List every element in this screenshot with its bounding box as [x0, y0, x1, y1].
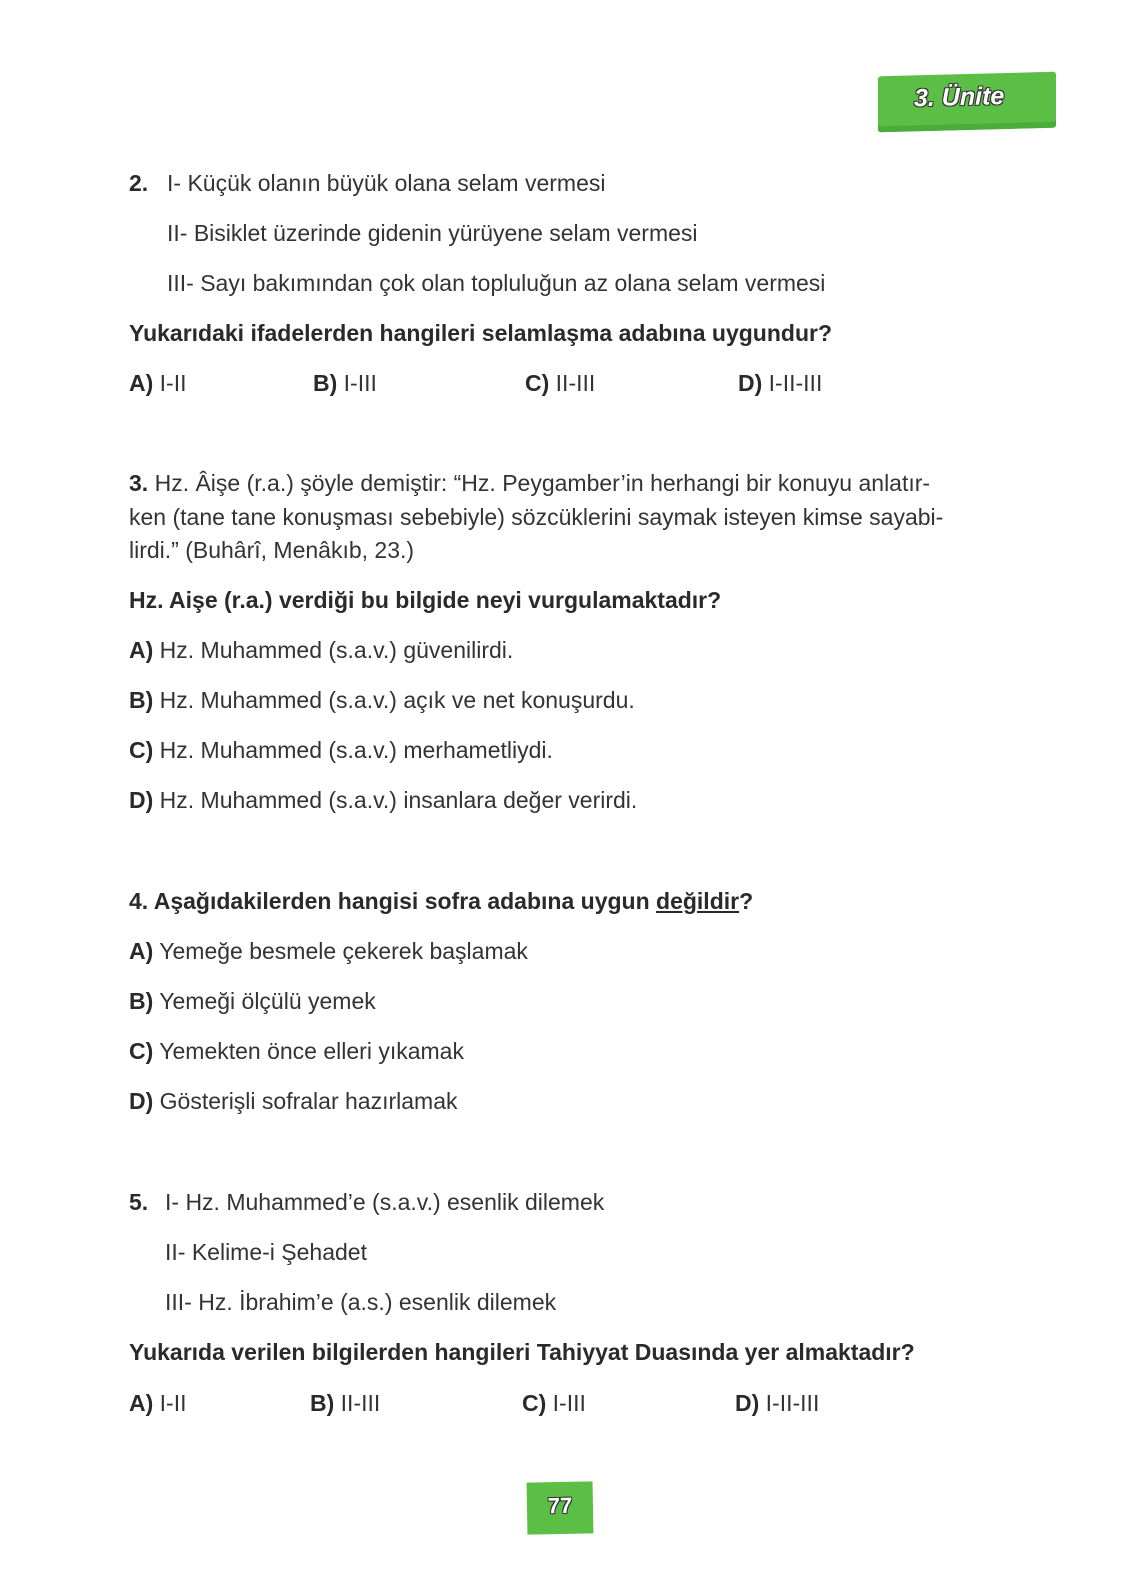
q4-number: 4. [129, 888, 149, 914]
q4-option-d[interactable] [129, 1087, 457, 1115]
option-text: I-II [159, 370, 187, 396]
q2-item-2: II- Bisiklet üzerinde gidenin yürüyene selam vermesi [167, 220, 698, 246]
q4-question [129, 887, 753, 915]
q3-text: Hz. Âişe (r.a.) şöyle demiştir: “Hz. Peygamber’in herhangi bir konuyu anlatır- [154, 470, 931, 496]
option-text: Yemeğe besmele çekerek başlamak [159, 938, 528, 964]
q4-option-b[interactable] [129, 987, 376, 1015]
q3-option-c[interactable] [129, 736, 553, 764]
q4-question-mark: ? [739, 888, 754, 914]
q5-number: 5. [129, 1189, 149, 1215]
q5-item-1: I- Hz. Muhammed’e (s.a.v.) esenlik dilemek [165, 1189, 605, 1215]
option-text: Gösterişli sofralar hazırlamak [159, 1088, 458, 1114]
q3-line-1 [129, 469, 930, 497]
option-letter: B) [129, 687, 154, 713]
option-letter: D) [129, 787, 154, 813]
q3-line-3: lirdi.” (Buhârî, Menâkıb, 23.) [129, 537, 415, 563]
unit-badge-label: 3. Ünite [914, 82, 1005, 113]
q4-question-emphasis: değildir [656, 888, 740, 914]
q2-item-1 [129, 169, 148, 197]
option-letter: C) [525, 370, 550, 396]
q3-number: 3. [129, 470, 149, 496]
option-text: II-III [340, 1390, 381, 1416]
q4-option-a[interactable] [129, 937, 528, 965]
option-letter: B) [310, 1390, 335, 1416]
option-text: I-II-III [765, 1390, 820, 1416]
q2-question: Yukarıdaki ifadelerden hangileri selamlaşma adabına uygundur? [129, 320, 833, 346]
option-letter: D) [735, 1390, 760, 1416]
option-letter: D) [129, 1088, 154, 1114]
q2-option-a[interactable] [129, 369, 187, 397]
q2-item-3: III- Sayı bakımından çok olan topluluğun az olana selam vermesi [167, 270, 826, 296]
option-letter: A) [129, 637, 154, 663]
option-text: I-II [159, 1390, 187, 1416]
option-letter: B) [129, 988, 154, 1014]
q3-question: Hz. Aişe (r.a.) verdiği bu bilgide neyi vurgulamaktadır? [129, 587, 722, 613]
q5-option-d[interactable] [735, 1389, 819, 1417]
option-letter: B) [313, 370, 338, 396]
option-letter: C) [129, 737, 154, 763]
q4-option-c[interactable] [129, 1037, 464, 1065]
option-letter: D) [738, 370, 763, 396]
option-text: Hz. Muhammed (s.a.v.) insanlara değer verirdi. [159, 787, 638, 813]
unit-badge [878, 72, 1056, 133]
q3-option-b[interactable] [129, 686, 635, 714]
q2-option-c[interactable] [525, 369, 595, 397]
option-letter: A) [129, 1390, 154, 1416]
q3-option-a[interactable] [129, 636, 513, 664]
q5-item-3: III- Hz. İbrahim’e (a.s.) esenlik dilemek [165, 1289, 557, 1315]
q5-item-2: II- Kelime-i Şehadet [165, 1239, 367, 1265]
option-text: I-III [552, 1390, 586, 1416]
q2-item-1-text: I- Küçük olanın büyük olana selam vermesi [167, 170, 606, 196]
q5-question: Yukarıda verilen bilgilerden hangileri Tahiyyat Duasında yer almaktadır? [129, 1339, 915, 1365]
option-text: I-III [343, 370, 377, 396]
page-number: 77 [547, 1492, 573, 1519]
option-text: Yemeği ölçülü yemek [159, 988, 376, 1014]
q5-option-b[interactable] [310, 1389, 380, 1417]
option-letter: C) [522, 1390, 547, 1416]
q2-option-b[interactable] [313, 369, 377, 397]
q3-option-d[interactable] [129, 786, 637, 814]
q3-line-2: ken (tane tane konuşması sebebiyle) sözcüklerini saymak isteyen kimse sayabi- [129, 504, 944, 530]
q4-question-text: Aşağıdakilerden hangisi sofra adabına uygun [153, 888, 657, 914]
q5-number-wrap [129, 1188, 148, 1216]
option-text: I-II-III [768, 370, 823, 396]
option-text: Hz. Muhammed (s.a.v.) açık ve net konuşurdu. [159, 687, 635, 713]
option-letter: A) [129, 938, 154, 964]
q2-option-d[interactable] [738, 369, 822, 397]
option-text: Hz. Muhammed (s.a.v.) güvenilirdi. [159, 637, 514, 663]
option-text: Hz. Muhammed (s.a.v.) merhametliydi. [159, 737, 553, 763]
option-letter: A) [129, 370, 154, 396]
q5-option-c[interactable] [522, 1389, 586, 1417]
q2-number: 2. [129, 170, 149, 196]
option-letter: C) [129, 1038, 154, 1064]
q5-option-a[interactable] [129, 1389, 187, 1417]
page-number-badge [527, 1481, 594, 1534]
option-text: II-III [555, 370, 596, 396]
option-text: Yemekten önce elleri yıkamak [159, 1038, 464, 1064]
